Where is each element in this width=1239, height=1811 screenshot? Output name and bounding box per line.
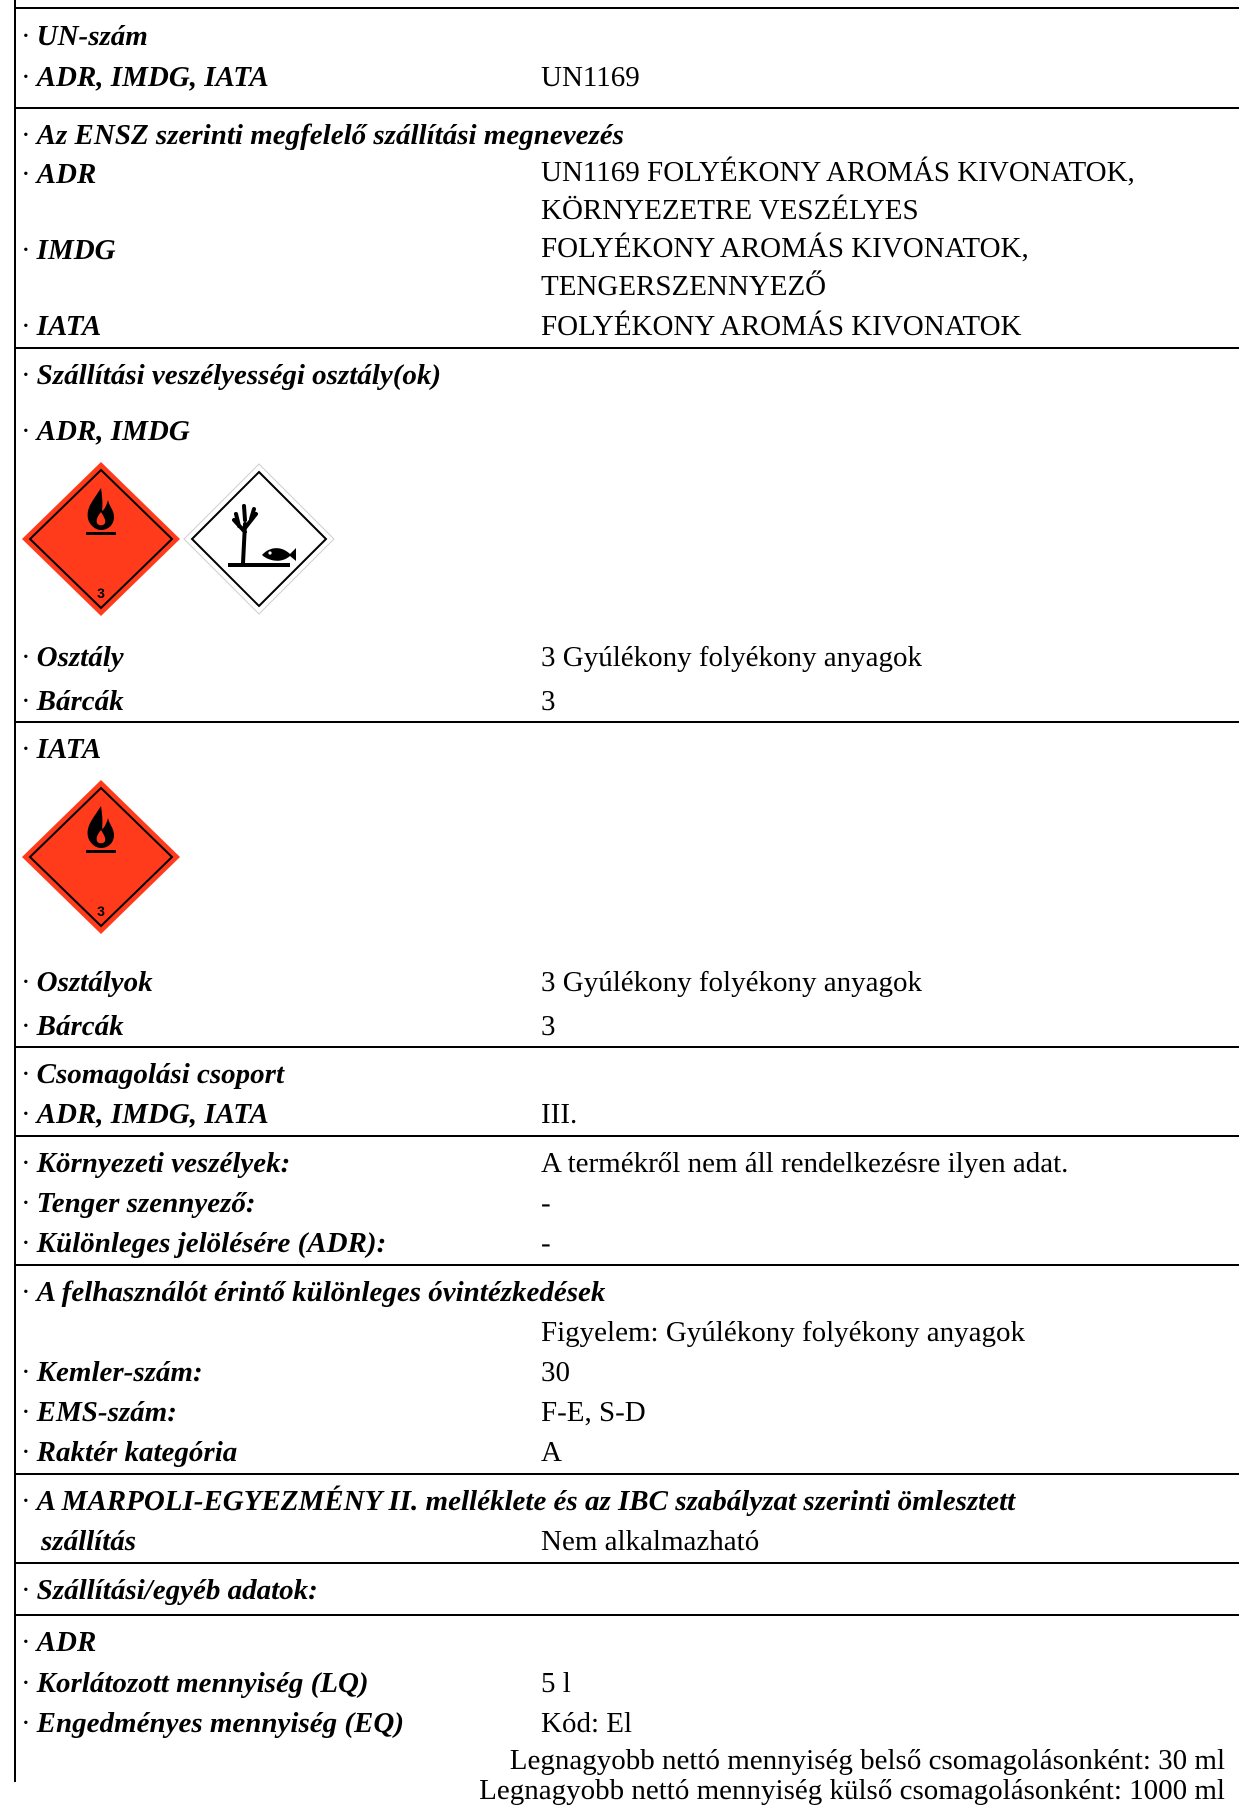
section-marpol: [16, 1473, 1239, 1475]
iata-labels-label: Bárcák: [36, 1010, 124, 1042]
shipping-adr-value-2: KÖRNYEZETRE VESZÉLYES: [541, 194, 919, 226]
pictogram-class-number: 3: [97, 585, 105, 601]
row-stowage: · Raktér kategória A: [16, 1432, 1239, 1473]
hazard-class-title: Szállítási veszélyességi osztály(ok): [36, 359, 442, 391]
iata-flammable-liquid-pictogram: [22, 780, 180, 934]
class-value: 3 Gyúlékony folyékony anyagok: [541, 641, 922, 673]
flammable-liquid-pictogram: [22, 462, 180, 616]
row-un-value: · ADR, IMDG, IATA UN1169: [16, 57, 1239, 98]
marpol-title-2: szállítás: [41, 1525, 137, 1557]
shipping-imdg-value-2: TENGERSZENNYEZŐ: [541, 270, 827, 302]
row-hazard-title: · Szállítási veszélyességi osztály(ok): [21, 359, 442, 391]
packing-group-label: ADR, IMDG, IATA: [36, 1098, 269, 1130]
iata-labels-value: 3: [541, 1010, 556, 1042]
row-shipping-iata: · IATA FOLYÉKONY AROMÁS KIVONATOK: [16, 306, 1239, 347]
section-precautions: [16, 1264, 1239, 1266]
row-other-adr: · ADR: [21, 1626, 97, 1658]
section-iata-class: [16, 721, 1239, 723]
row-lq: · Korlátozott mennyiség (LQ) 5 l: [16, 1663, 1239, 1704]
shipping-iata-value: FOLYÉKONY AROMÁS KIVONATOK: [541, 310, 1022, 342]
iata-class-label: Osztályok: [36, 966, 153, 998]
ems-label: EMS-szám:: [36, 1396, 177, 1428]
row-ems: · EMS-szám: F-E, S-D: [16, 1392, 1239, 1433]
labels-label: Bárcák: [36, 685, 124, 717]
other-adr-label: ADR: [36, 1626, 97, 1658]
row-un-title: · UN-szám: [21, 20, 148, 52]
row-marpol-value: [16, 1521, 1239, 1562]
stowage-value: A: [541, 1436, 562, 1468]
row-other-title: · Szállítási/egyéb adatok:: [21, 1574, 318, 1606]
row-iata-labels: · Bárcák 3: [16, 1006, 1239, 1047]
row-env: · Környezeti veszélyek: A termékről nem áll rendelkezésre ilyen adat.: [16, 1143, 1239, 1184]
row-packing-title: · Csomagolási csoport: [21, 1058, 285, 1090]
ems-value: F-E, S-D: [541, 1396, 646, 1428]
eq-value: Kód: El: [541, 1707, 633, 1739]
row-marine: · Tenger szennyező: -: [16, 1183, 1239, 1224]
row-shipping-title: · Az ENSZ szerinti megfelelő szállítási megnevezés: [21, 119, 624, 151]
row-iata-class: · Osztályok 3 Gyúlékony folyékony anyagok: [16, 962, 1239, 1003]
special-label: Különleges jelölésére (ADR):: [36, 1227, 387, 1259]
hazard-adr-imdg-label: ADR, IMDG: [36, 415, 190, 447]
shipping-imdg-label: IMDG: [36, 234, 116, 266]
row-hazard-adr-imdg: · ADR, IMDG: [21, 415, 190, 447]
section-other-adr: [16, 1614, 1239, 1616]
shipping-imdg-value-1: FOLYÉKONY AROMÁS KIVONATOK,: [541, 232, 1029, 264]
marpol-value: Nem alkalmazható: [541, 1525, 760, 1557]
env-label: Környezeti veszélyek:: [36, 1147, 291, 1179]
iata-class-title: IATA: [36, 733, 102, 765]
un-label: ADR, IMDG, IATA: [36, 61, 269, 93]
shipping-adr-value-1: UN1169 FOLYÉKONY AROMÁS KIVONATOK,: [541, 156, 1135, 188]
lq-value: 5 l: [541, 1667, 571, 1699]
section-shipping-name: [16, 107, 1239, 109]
row-shipping-imdg-2: [16, 268, 1239, 309]
marine-label: Tenger szennyező:: [36, 1187, 256, 1219]
iata-class-value: 3 Gyúlékony folyékony anyagok: [541, 966, 922, 998]
class-label: Osztály: [36, 641, 124, 673]
eq-label: Engedményes mennyiség (EQ): [36, 1707, 404, 1739]
eq-inner-line: Legnagyobb nettó mennyiség belső csomagolásonként: 30 ml: [509, 1744, 1225, 1776]
section-hazard-class: [16, 347, 1239, 349]
document-sheet: [14, 0, 1239, 1806]
section-packing-group: [16, 1046, 1239, 1048]
row-labels: · Bárcák 3: [16, 681, 1239, 722]
warning-value: Figyelem: Gyúlékony folyékony anyagok: [541, 1316, 1026, 1348]
labels-value: 3: [541, 685, 556, 717]
packing-group-value: III.: [541, 1098, 578, 1130]
shipping-name-title: Az ENSZ szerinti megfelelő szállítási megnevezés: [36, 119, 624, 151]
other-title: Szállítási/egyéb adatok:: [36, 1574, 318, 1606]
row-shipping-adr: · ADR UN1169 FOLYÉKONY AROMÁS KIVONATOK,: [21, 156, 1135, 190]
kemler-label: Kemler-szám:: [36, 1356, 203, 1388]
un-number-title: UN-szám: [36, 20, 148, 52]
packing-group-title: Csomagolási csoport: [36, 1058, 285, 1090]
stowage-label: Raktér kategória: [36, 1436, 238, 1468]
env-value: A termékről nem áll rendelkezésre ilyen adat.: [541, 1147, 1069, 1179]
row-class: · Osztály 3 Gyúlékony folyékony anyagok: [16, 637, 1239, 678]
section-un-number: [16, 7, 1239, 9]
environment-hazard-pictogram: [182, 462, 336, 616]
row-warning: [16, 1312, 1239, 1353]
row-iata-title: · IATA: [21, 733, 102, 765]
lq-label: Korlátozott mennyiség (LQ): [36, 1667, 369, 1699]
shipping-adr-label: ADR: [36, 158, 97, 190]
row-shipping-adr-2: [16, 192, 1239, 233]
row-precautions-title: · A felhasználót érintő különleges óvintézkedések: [21, 1276, 606, 1308]
section-environment: [16, 1135, 1239, 1137]
marine-value: -: [541, 1187, 551, 1219]
precautions-title: A felhasználót érintő különleges óvintézkedések: [36, 1276, 606, 1308]
row-packing-value: · ADR, IMDG, IATA III.: [16, 1094, 1239, 1135]
row-special: · Különleges jelölésére (ADR): -: [16, 1223, 1239, 1264]
eq-outer-line: Legnagyobb nettó mennyiség külső csomagolásonként: 1000 ml: [479, 1774, 1225, 1806]
section-other: [16, 1562, 1239, 1564]
row-shipping-imdg: · IMDG FOLYÉKONY AROMÁS KIVONATOK,: [21, 232, 1029, 266]
kemler-value: 30: [541, 1356, 570, 1388]
un-value: UN1169: [541, 61, 640, 93]
shipping-iata-label: IATA: [36, 310, 102, 342]
special-value: -: [541, 1227, 551, 1259]
row-marpol-title: · A MARPOLI-EGYEZMÉNY II. melléklete és az IBC szabályzat szerinti ömlesztett: [21, 1485, 1016, 1517]
iata-pictogram-class-number: 3: [97, 903, 105, 919]
row-eq: · Engedményes mennyiség (EQ) Kód: El: [16, 1703, 1239, 1744]
marpol-title-1: A MARPOLI-EGYEZMÉNY II. melléklete és az IBC szabályzat szerinti ömlesztett: [36, 1485, 1016, 1517]
row-kemler: · Kemler-szám: 30: [16, 1352, 1239, 1393]
